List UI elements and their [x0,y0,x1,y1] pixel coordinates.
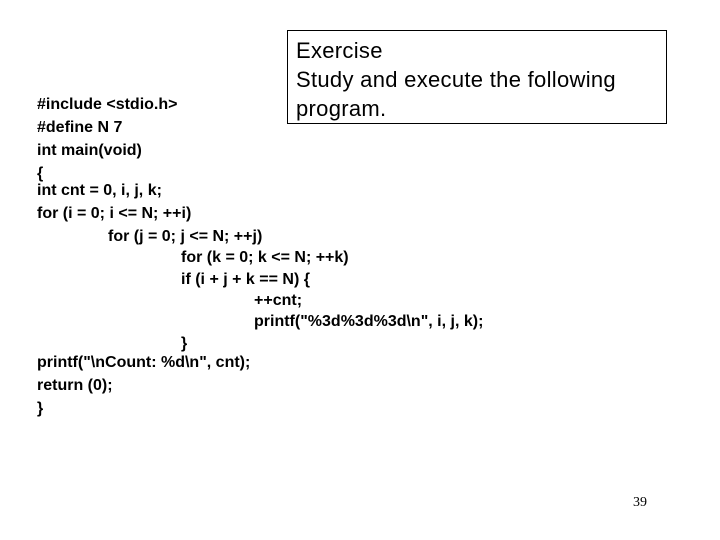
code-line: int cnt = 0, i, j, k; [37,182,162,199]
code-line: printf("\nCount: %d\n", cnt); [37,354,251,371]
code-line: } [37,400,44,417]
exercise-instruction-line-2: program. [296,96,387,121]
code-line: if (i + j + k == N) { [181,271,310,288]
exercise-box [287,30,667,124]
code-line: return (0); [37,377,113,394]
exercise-title: Exercise [296,38,383,63]
code-line: } [181,335,188,352]
code-line: for (i = 0; i <= N; ++i) [37,205,192,222]
exercise-instruction-line-1: Study and execute the following [296,67,616,92]
code-line: printf("%3d%3d%3d\n", i, j, k); [254,313,484,330]
code-line: { [37,165,44,182]
page-number: 39 [633,495,647,510]
code-line: int main(void) [37,142,142,159]
code-line: for (k = 0; k <= N; ++k) [181,249,349,266]
code-line: #include <stdio.h> [37,96,178,113]
code-line: #define N 7 [37,119,123,136]
code-line: for (j = 0; j <= N; ++j) [108,228,263,245]
code-line: ++cnt; [254,292,303,309]
